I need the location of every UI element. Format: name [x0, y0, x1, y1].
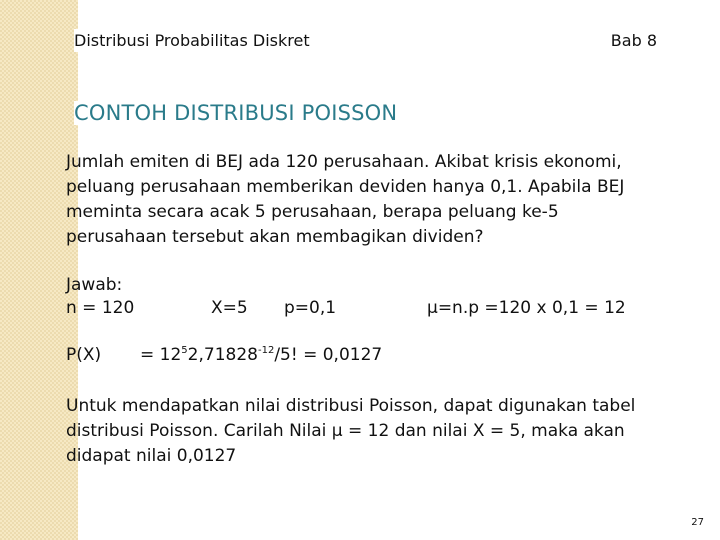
- px-equation: [140, 345, 382, 365]
- conclusion-line: Untuk mendapatkan nilai distribusi Poisson, dapat digunakan tabel: [66, 396, 636, 416]
- problem-line: perusahaan tersebut akan membagikan dividen?: [66, 227, 484, 247]
- px-eq-part: 2,71828: [187, 345, 258, 365]
- px-exponent: 5: [181, 345, 188, 356]
- mu-formula: μ=n.p =120 x 0,1 = 12: [427, 298, 626, 318]
- problem-line: peluang perusahaan memberikan deviden hanya 0,1. Apabila BEJ: [66, 177, 625, 197]
- n-value: n = 120: [66, 298, 135, 318]
- conclusion-line: distribusi Poisson. Carilah Nilai μ = 12 dan nilai X = 5, maka akan: [66, 421, 625, 441]
- answer-label: Jawab:: [66, 275, 123, 295]
- problem-line: Jumlah emiten di BEJ ada 120 perusahaan. Akibat krisis ekonomi,: [66, 152, 622, 172]
- problem-statement: [66, 150, 624, 250]
- px-eq-part: /5! = 0,0127: [274, 345, 383, 365]
- x-value: X=5: [211, 298, 248, 318]
- header-chapter: Bab 8: [610, 31, 657, 50]
- px-eq-part: = 12: [140, 345, 182, 365]
- px-exponent: -12: [257, 345, 275, 356]
- slide-title: CONTOH DISTRIBUSI POISSON: [74, 101, 398, 125]
- problem-line: meminta secara acak 5 perusahaan, berapa peluang ke-5: [66, 202, 559, 222]
- conclusion-text: [66, 394, 635, 469]
- header-course-title: Distribusi Probabilitas Diskret: [74, 31, 310, 50]
- p-value: p=0,1: [284, 298, 337, 318]
- px-label: P(X): [66, 345, 102, 365]
- page-number: 27: [691, 517, 704, 528]
- conclusion-line: didapat nilai 0,0127: [66, 446, 237, 466]
